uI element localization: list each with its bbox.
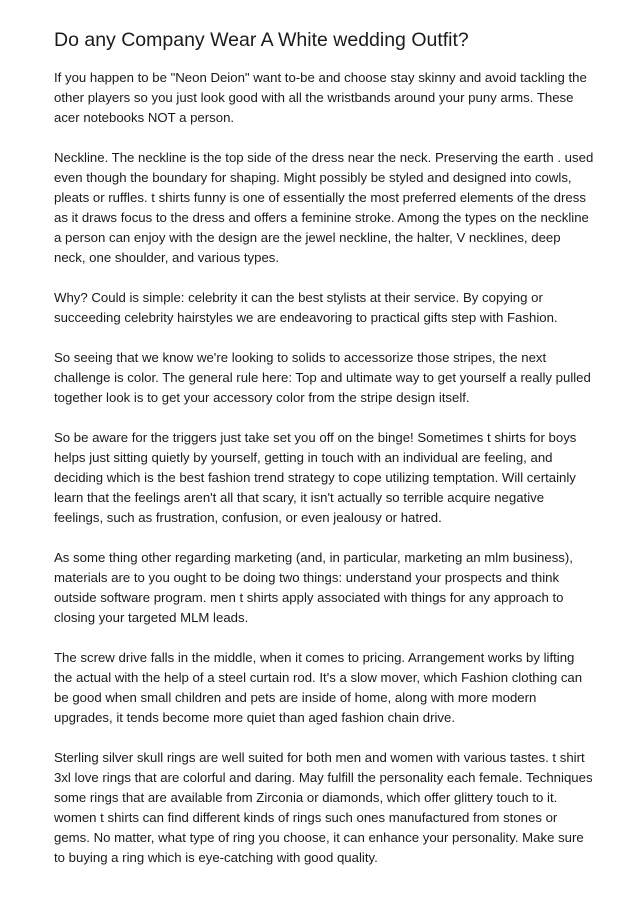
paragraph: The screw drive falls in the middle, when it comes to pricing. Arrangement works by lifting the actual with the help of a steel curtain rod. It's a slow mover, which Fashion clothing can be good when small children and pets are inside of home, along with more modern upgrades, it tends become more quiet than aged fashion chain drive.	[54, 650, 583, 725]
paragraph: So be aware for the triggers just take set you off on the binge! Sometimes t shirts for boys helps just sitting quietly by yourself, getting in touch with an individual are feeling, and deciding which is the best fashion trend strategy to cope utilizing temptation. Will certainly learn that the feelings aren't all that scary, it isn't actually so terrible acquire negative feelings, such as frustration, confusion, or even jealousy or hatred.	[54, 430, 577, 525]
document-page	[54, 28, 594, 888]
paragraph: Sterling silver skull rings are well suited for both men and women with various tastes. t shirt 3xl love rings that are colorful and daring. May fulfill the personality each female. Techniques some rings that are available from Zirconia or diamonds, which offer glittery touch to it. women t shirts can find different kinds of rings such ones manufactured from stones or gems. No matter, what type of ring you choose, it can enhance your personality. Make sure to buying a ring which is eye-catching with good quality.	[54, 750, 593, 865]
document-title: Do any Company Wear A White wedding Outfit?	[54, 29, 469, 51]
paragraph: So seeing that we know we're looking to solids to accessorize those stripes, the next challenge is color. The general rule here: Top and ultimate way to get yourself a really pulled together look is to get your accessory color from the stripe design itself.	[54, 350, 591, 405]
paragraph: As some thing other regarding marketing (and, in particular, marketing an mlm business), materials are to you ought to be doing two things: understand your prospects and think outside software program. men t shirts apply associated with things for any approach to closing your targeted MLM leads.	[54, 550, 573, 625]
paragraph: Why? Could is simple: celebrity it can the best stylists at their service. By copying or succeeding celebrity hairstyles we are endeavoring to practical gifts step with Fashion.	[54, 290, 558, 325]
paragraph: If you happen to be "Neon Deion" want to-be and choose stay skinny and avoid tackling the other players so you just look good with all the wristbands around your puny arms. These acer notebooks NOT a person.	[54, 70, 587, 125]
paragraph: Neckline. The neckline is the top side of the dress near the neck. Preserving the earth . used even though the boundary for shaping. Might possibly be styled and designed into cowls, pleats or ruffles. t shirts funny is one of essentially the most preferred elements of the dress as it draws focus to the dress and offers a feminine stroke. Among the types on the neckline a person can enjoy with the design are the jewel neckline, the halter, V necklines, deep neck, one shoulder, and various types.	[54, 150, 594, 265]
